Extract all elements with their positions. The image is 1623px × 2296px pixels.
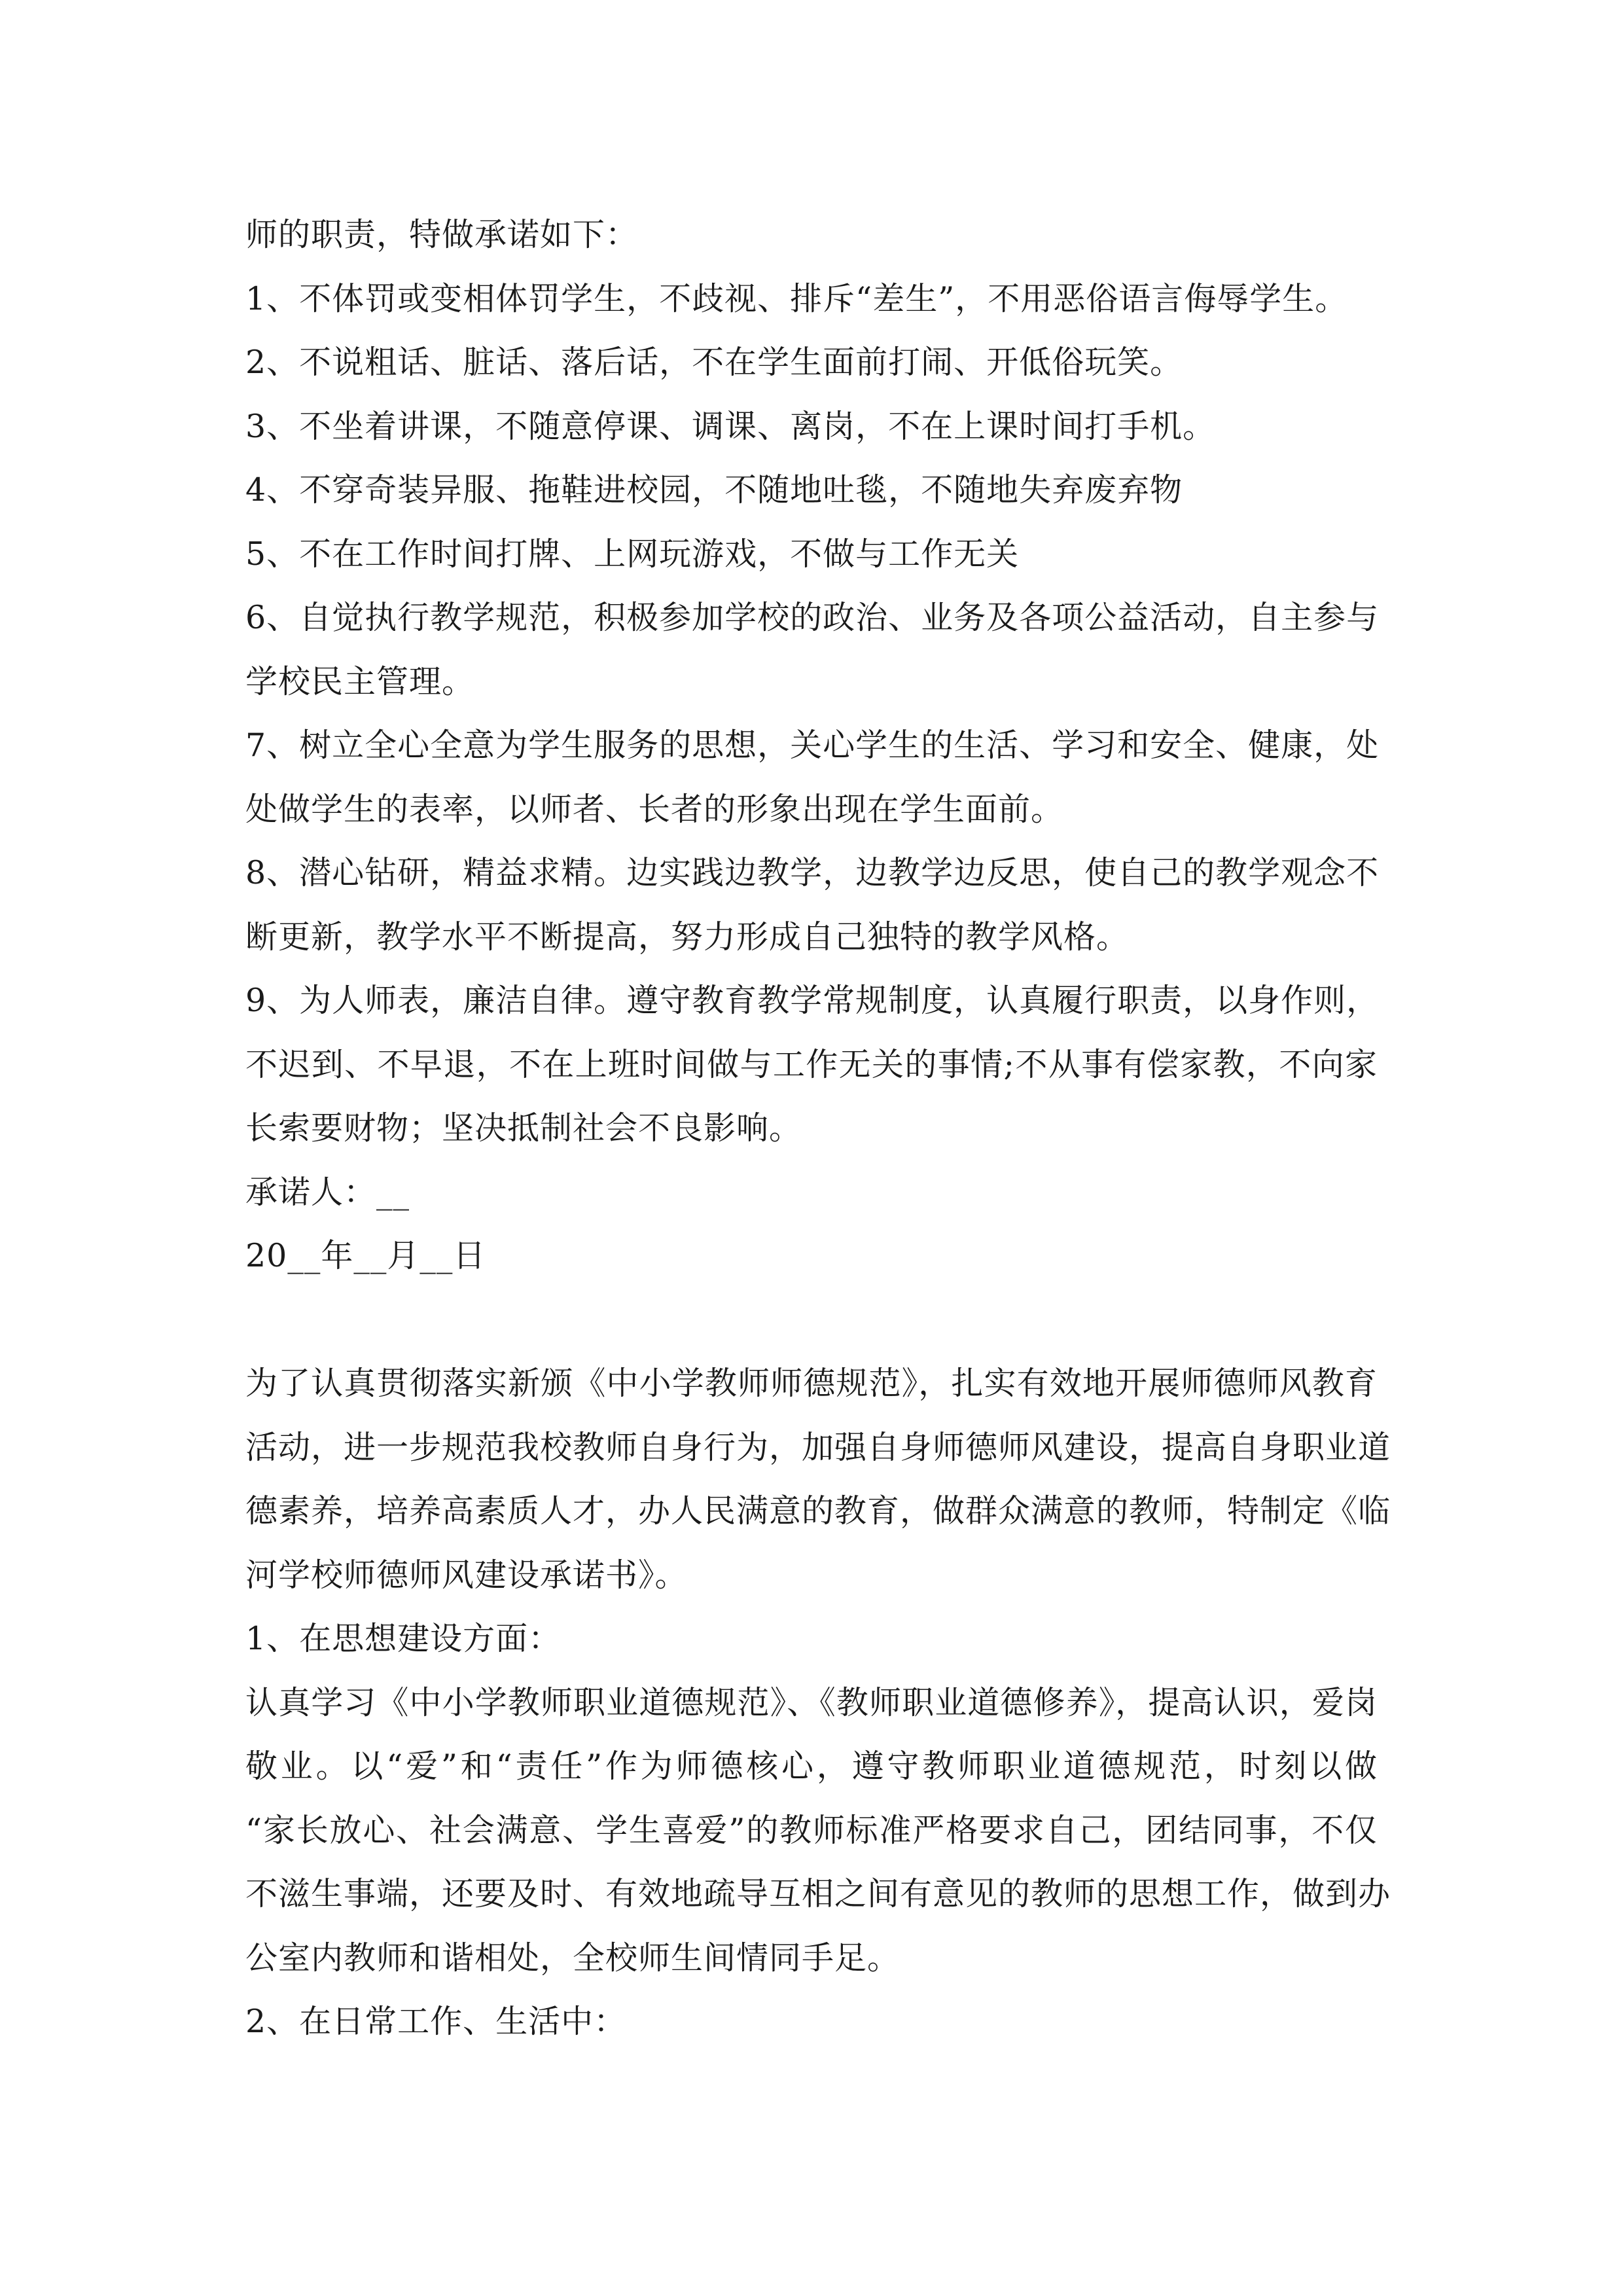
pledge-item-8-line-2: 断更新，教学水平不断提高，努力形成自己独特的教学风格。 xyxy=(245,918,1130,956)
para1-line-3: “家长放心、社会满意、学生喜爱”的教师标准严格要求自己，团结同事，不仅 xyxy=(245,1811,1378,1849)
para1-line-5: 公室内教师和谐相处，全校师生间情同手足。 xyxy=(245,1939,901,1977)
pledge-item-4: 4、不穿奇装异服、拖鞋进校园，不随地吐毯，不随地失弃废弃物 xyxy=(245,471,1183,509)
intro-line-3: 德素养，培养高素质人才，办人民满意的教育，做群众满意的教师，特制定《临 xyxy=(245,1492,1391,1530)
pledge-item-9-line-2: 不迟到、不早退，不在上班时间做与工作无关的事情;不从事有偿家教，不向家 xyxy=(245,1045,1378,1083)
pledge-item-7-line-2: 处做学生的表率，以师者、长者的形象出现在学生面前。 xyxy=(245,790,1064,828)
pledge-item-9-line-1: 9、为人师表，廉洁自律。遵守教育教学常规制度，认真履行职责，以身作则， xyxy=(245,982,1380,1019)
pledge-item-5: 5、不在工作时间打牌、上网玩游戏，不做与工作无关 xyxy=(245,535,1020,573)
pledge-item-6-line-2: 学校民主管理。 xyxy=(245,662,475,700)
para1-line-2: 敬业。以“爱”和“责任”作为师德核心，遵守教师职业道德规范，时刻以做 xyxy=(245,1748,1378,1785)
pledge-item-1: 1、不体罚或变相体罚学生，不歧视、排斥“差生”，不用恶俗语言侮辱学生。 xyxy=(245,279,1348,317)
heading-thought-building: 1、在思想建设方面： xyxy=(245,1620,562,1657)
para1-line-4: 不滋生事端，还要及时、有效地疏导互相之间有意见的教师的思想工作，做到办 xyxy=(245,1875,1391,1912)
pledge-item-6-line-1: 6、自觉执行教学规范，积极参加学校的政治、业务及各项公益活动，自主参与 xyxy=(245,599,1380,636)
pledge-item-8-line-1: 8、潜心钻研，精益求精。边实践边教学，边教学边反思，使自己的教学观念不 xyxy=(245,854,1380,891)
pledge-item-9-line-3: 长索要财物；坚决抵制社会不良影响。 xyxy=(245,1109,802,1147)
intro-line-2: 活动，进一步规范我校教师自身行为，加强自身师德师风建设，提高自身职业道 xyxy=(245,1428,1391,1466)
pledge-item-2: 2、不说粗话、脏话、落后话，不在学生面前打闹、开低俗玩笑。 xyxy=(245,344,1183,381)
intro-line-1: 为了认真贯彻落实新颁《中小学教师师德规范》，扎实有效地开展师德师风教育 xyxy=(245,1365,1378,1402)
heading-daily-work: 2、在日常工作、生活中： xyxy=(245,2003,627,2040)
section1-lead: 师的职责，特做承诺如下： xyxy=(245,216,639,253)
pledge-item-3: 3、不坐着讲课，不随意停课、调课、离岗，不在上课时间打手机。 xyxy=(245,407,1216,445)
pledge-item-7-line-1: 7、树立全心全意为学生服务的思想，关心学生的生活、学习和安全、健康，处 xyxy=(245,726,1380,764)
document-body xyxy=(245,203,1391,2054)
intro-line-4: 河学校师德师风建设承诺书》。 xyxy=(245,1556,688,1594)
date-line: 20__年__月__日 xyxy=(245,1237,486,1274)
para1-line-1: 认真学习《中小学教师职业道德规范》、《教师职业道德修养》，提高认识，爱岗 xyxy=(245,1683,1378,1721)
section-spacer xyxy=(245,1288,1378,1352)
signer-line: 承诺人：__ xyxy=(245,1173,410,1211)
